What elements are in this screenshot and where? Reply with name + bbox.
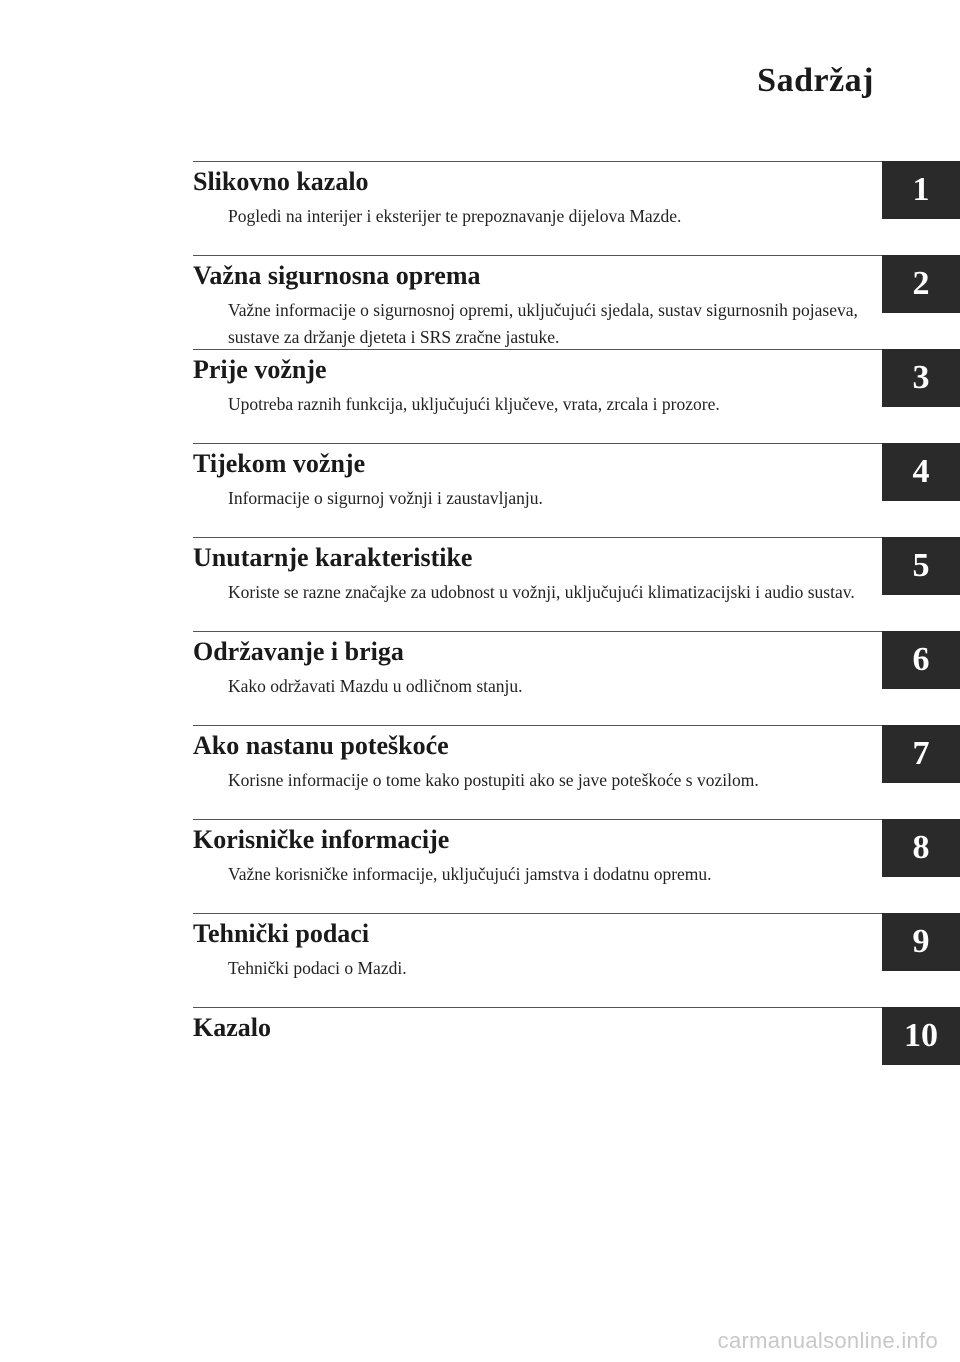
toc-entry-4[interactable] [0,443,960,537]
page-title: Sadržaj [757,62,874,99]
chapter-title[interactable]: Prije vožnje [193,355,327,384]
chapter-title[interactable]: Tijekom vožnje [193,449,366,478]
chapter-title[interactable]: Kazalo [193,1013,271,1042]
divider [193,443,882,444]
divider [193,161,882,162]
chapter-description: Pogledi na interijer i eksterijer te prepoznavanje dijelova Mazde. [228,206,682,226]
toc-entry-10[interactable] [0,1007,960,1101]
divider [193,913,882,914]
chapter-tab[interactable]: 10 [882,1007,960,1065]
chapter-tab[interactable]: 7 [882,725,960,783]
chapter-title[interactable]: Održavanje i briga [193,637,404,666]
toc-entry-6[interactable] [0,631,960,725]
chapter-title[interactable]: Unutarnje karakteristike [193,543,473,572]
chapter-description: Tehnički podaci o Mazdi. [228,958,407,978]
toc-entry-9[interactable] [0,913,960,1007]
chapter-tab[interactable]: 8 [882,819,960,877]
chapter-description: Koriste se razne značajke za udobnost u vožnji, uključujući klimatizacijski i audio sustav. [228,582,855,602]
chapter-description: Kako održavati Mazdu u odličnom stanju. [228,676,523,696]
chapter-tab[interactable]: 1 [882,161,960,219]
chapter-tab[interactable]: 5 [882,537,960,595]
toc-entry-8[interactable] [0,819,960,913]
toc-entry-2[interactable] [0,255,960,349]
watermark: carmanualsonline.info [717,1328,938,1353]
toc-entry-7[interactable] [0,725,960,819]
chapter-title[interactable]: Slikovno kazalo [193,167,369,196]
chapter-tab[interactable]: 9 [882,913,960,971]
chapter-description: Korisne informacije o tome kako postupiti ako se jave poteškoće s vozilom. [228,770,759,790]
chapter-tab[interactable]: 2 [882,255,960,313]
chapter-description: Informacije o sigurnoj vožnji i zaustavljanju. [228,488,543,508]
divider [193,349,882,350]
table-of-contents [0,161,960,1101]
divider [193,725,882,726]
chapter-tab[interactable]: 3 [882,349,960,407]
divider [193,537,882,538]
divider [193,255,882,256]
chapter-description: Važne informacije o sigurnosnoj opremi, uključujući sjedala, sustav sigurnosnih pojaseva, sustave za držanje djeteta i SRS zračne jastuke. [228,300,858,347]
divider [193,1007,882,1008]
toc-entry-1[interactable] [0,161,960,255]
divider [193,631,882,632]
chapter-title[interactable]: Ako nastanu poteškoće [193,731,449,760]
chapter-tab[interactable]: 6 [882,631,960,689]
chapter-title[interactable]: Korisničke informacije [193,825,450,854]
chapter-description: Upotreba raznih funkcija, uključujući ključeve, vrata, zrcala i prozore. [228,394,720,414]
chapter-tab[interactable]: 4 [882,443,960,501]
toc-entry-3[interactable] [0,349,960,443]
chapter-title[interactable]: Tehnički podaci [193,919,370,948]
chapter-description: Važne korisničke informacije, uključujući jamstva i dodatnu opremu. [228,864,712,884]
divider [193,819,882,820]
chapter-title[interactable]: Važna sigurnosna oprema [193,261,481,290]
toc-entry-5[interactable] [0,537,960,631]
